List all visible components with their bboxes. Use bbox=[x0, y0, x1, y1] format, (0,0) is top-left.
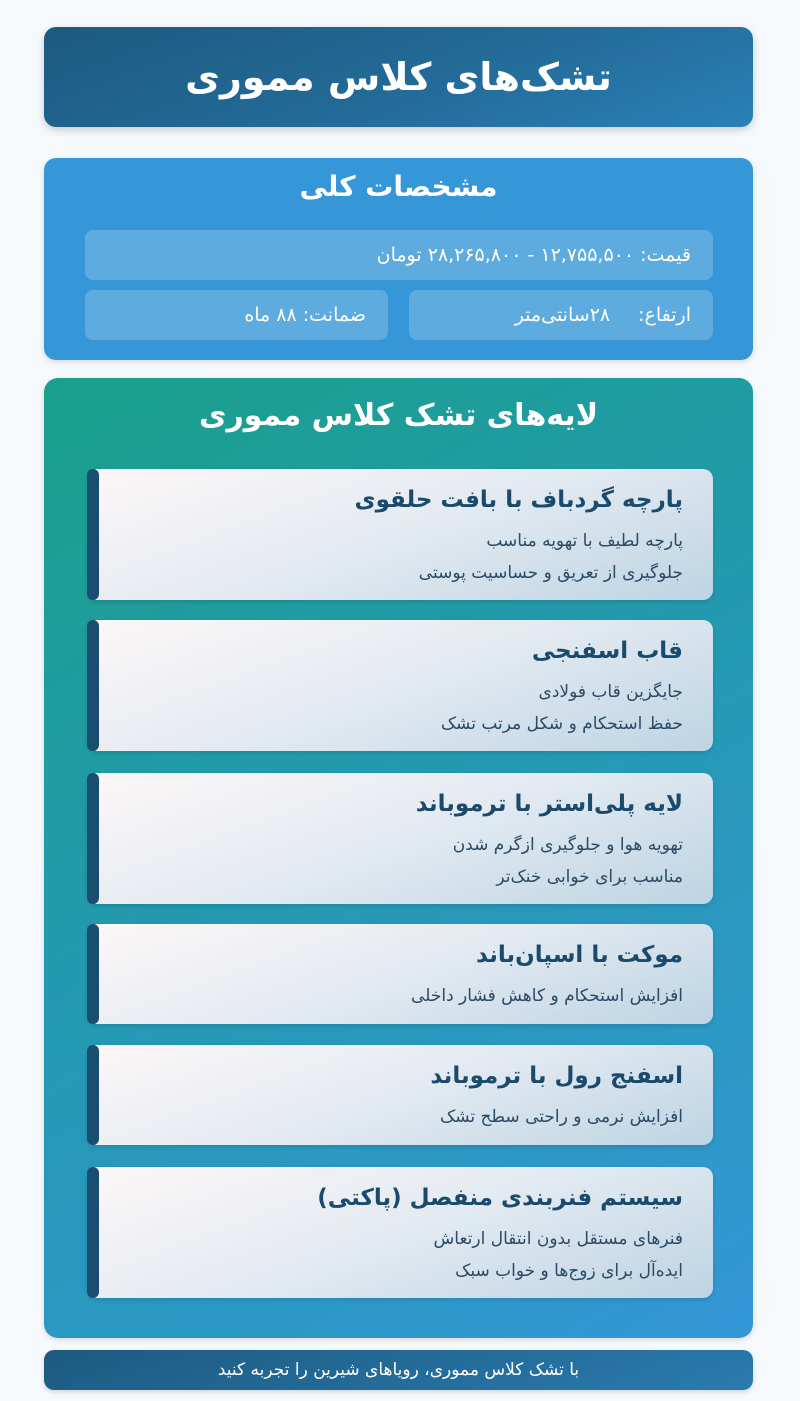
layer-card-pocket-springs bbox=[87, 1167, 713, 1298]
layer-feature: ایده‌آل برای زوج‌ها و خواب سبک bbox=[455, 1261, 683, 1281]
footer-text: با تشک کلاس مموری، رویاهای شیرین را تجربه کنید bbox=[217, 1360, 580, 1380]
layers-title: لایه‌های تشک کلاس مموری bbox=[198, 398, 599, 433]
layer-feature: مناسب برای خوابی خنک‌تر bbox=[496, 867, 683, 887]
general-specs-panel bbox=[44, 158, 753, 360]
warranty-text: ضمانت: ۸۸ ماه bbox=[244, 304, 366, 326]
height-value: ۲۸سانتی‌متر bbox=[514, 304, 611, 326]
layer-feature: افزایش نرمی و راحتی سطح تشک bbox=[440, 1107, 683, 1127]
layer-title: اسفنج رول با ترموباند bbox=[430, 1063, 683, 1089]
layer-feature: حفظ استحکام و شکل مرتب تشک bbox=[440, 714, 683, 734]
layer-feature: تهویه هوا و جلوگیری ازگرم شدن bbox=[452, 835, 683, 855]
layer-feature: فنرهای مستقل بدون انتقال ارتعاش bbox=[433, 1229, 683, 1249]
layer-title: قاب اسفنجی bbox=[531, 638, 683, 664]
layer-card-polyester bbox=[87, 773, 713, 904]
page-title: تشک‌های کلاس مموری bbox=[185, 55, 612, 99]
layer-title: لایه پلی‌استر با ترموباند bbox=[415, 791, 683, 817]
layer-feature: پارچه لطیف با تهویه مناسب bbox=[486, 531, 683, 551]
layer-title: موکت با اسپان‌باند bbox=[475, 942, 683, 968]
layer-feature: جلوگیری از تعریق و حساسیت پوستی bbox=[418, 563, 683, 583]
layer-card-carpet bbox=[87, 924, 713, 1024]
layer-feature: افزایش استحکام و کاهش فشار داخلی bbox=[411, 986, 683, 1006]
specs-title: مشخصات کلی bbox=[299, 170, 498, 203]
price-box bbox=[85, 230, 713, 280]
layer-feature: جایگزین قاب فولادی bbox=[538, 682, 683, 702]
layer-card-roll-foam bbox=[87, 1045, 713, 1145]
layers-panel bbox=[44, 378, 753, 1338]
height-label: ارتفاع: bbox=[638, 304, 691, 326]
layer-card-foam-frame bbox=[87, 620, 713, 751]
layer-card-fabric bbox=[87, 469, 713, 600]
layer-title: سیستم فنربندی منفصل (پاکتی) bbox=[317, 1185, 683, 1211]
height-box bbox=[409, 290, 713, 340]
warranty-box bbox=[85, 290, 388, 340]
footer-banner bbox=[44, 1350, 753, 1390]
price-text: قیمت: ۱۲,۷۵۵,۵۰۰ - ۲۸,۲۶۵,۸۰۰ تومان bbox=[376, 244, 691, 266]
page-header bbox=[44, 27, 753, 127]
layer-title: پارچه گردباف با بافت حلقوی bbox=[354, 487, 683, 513]
